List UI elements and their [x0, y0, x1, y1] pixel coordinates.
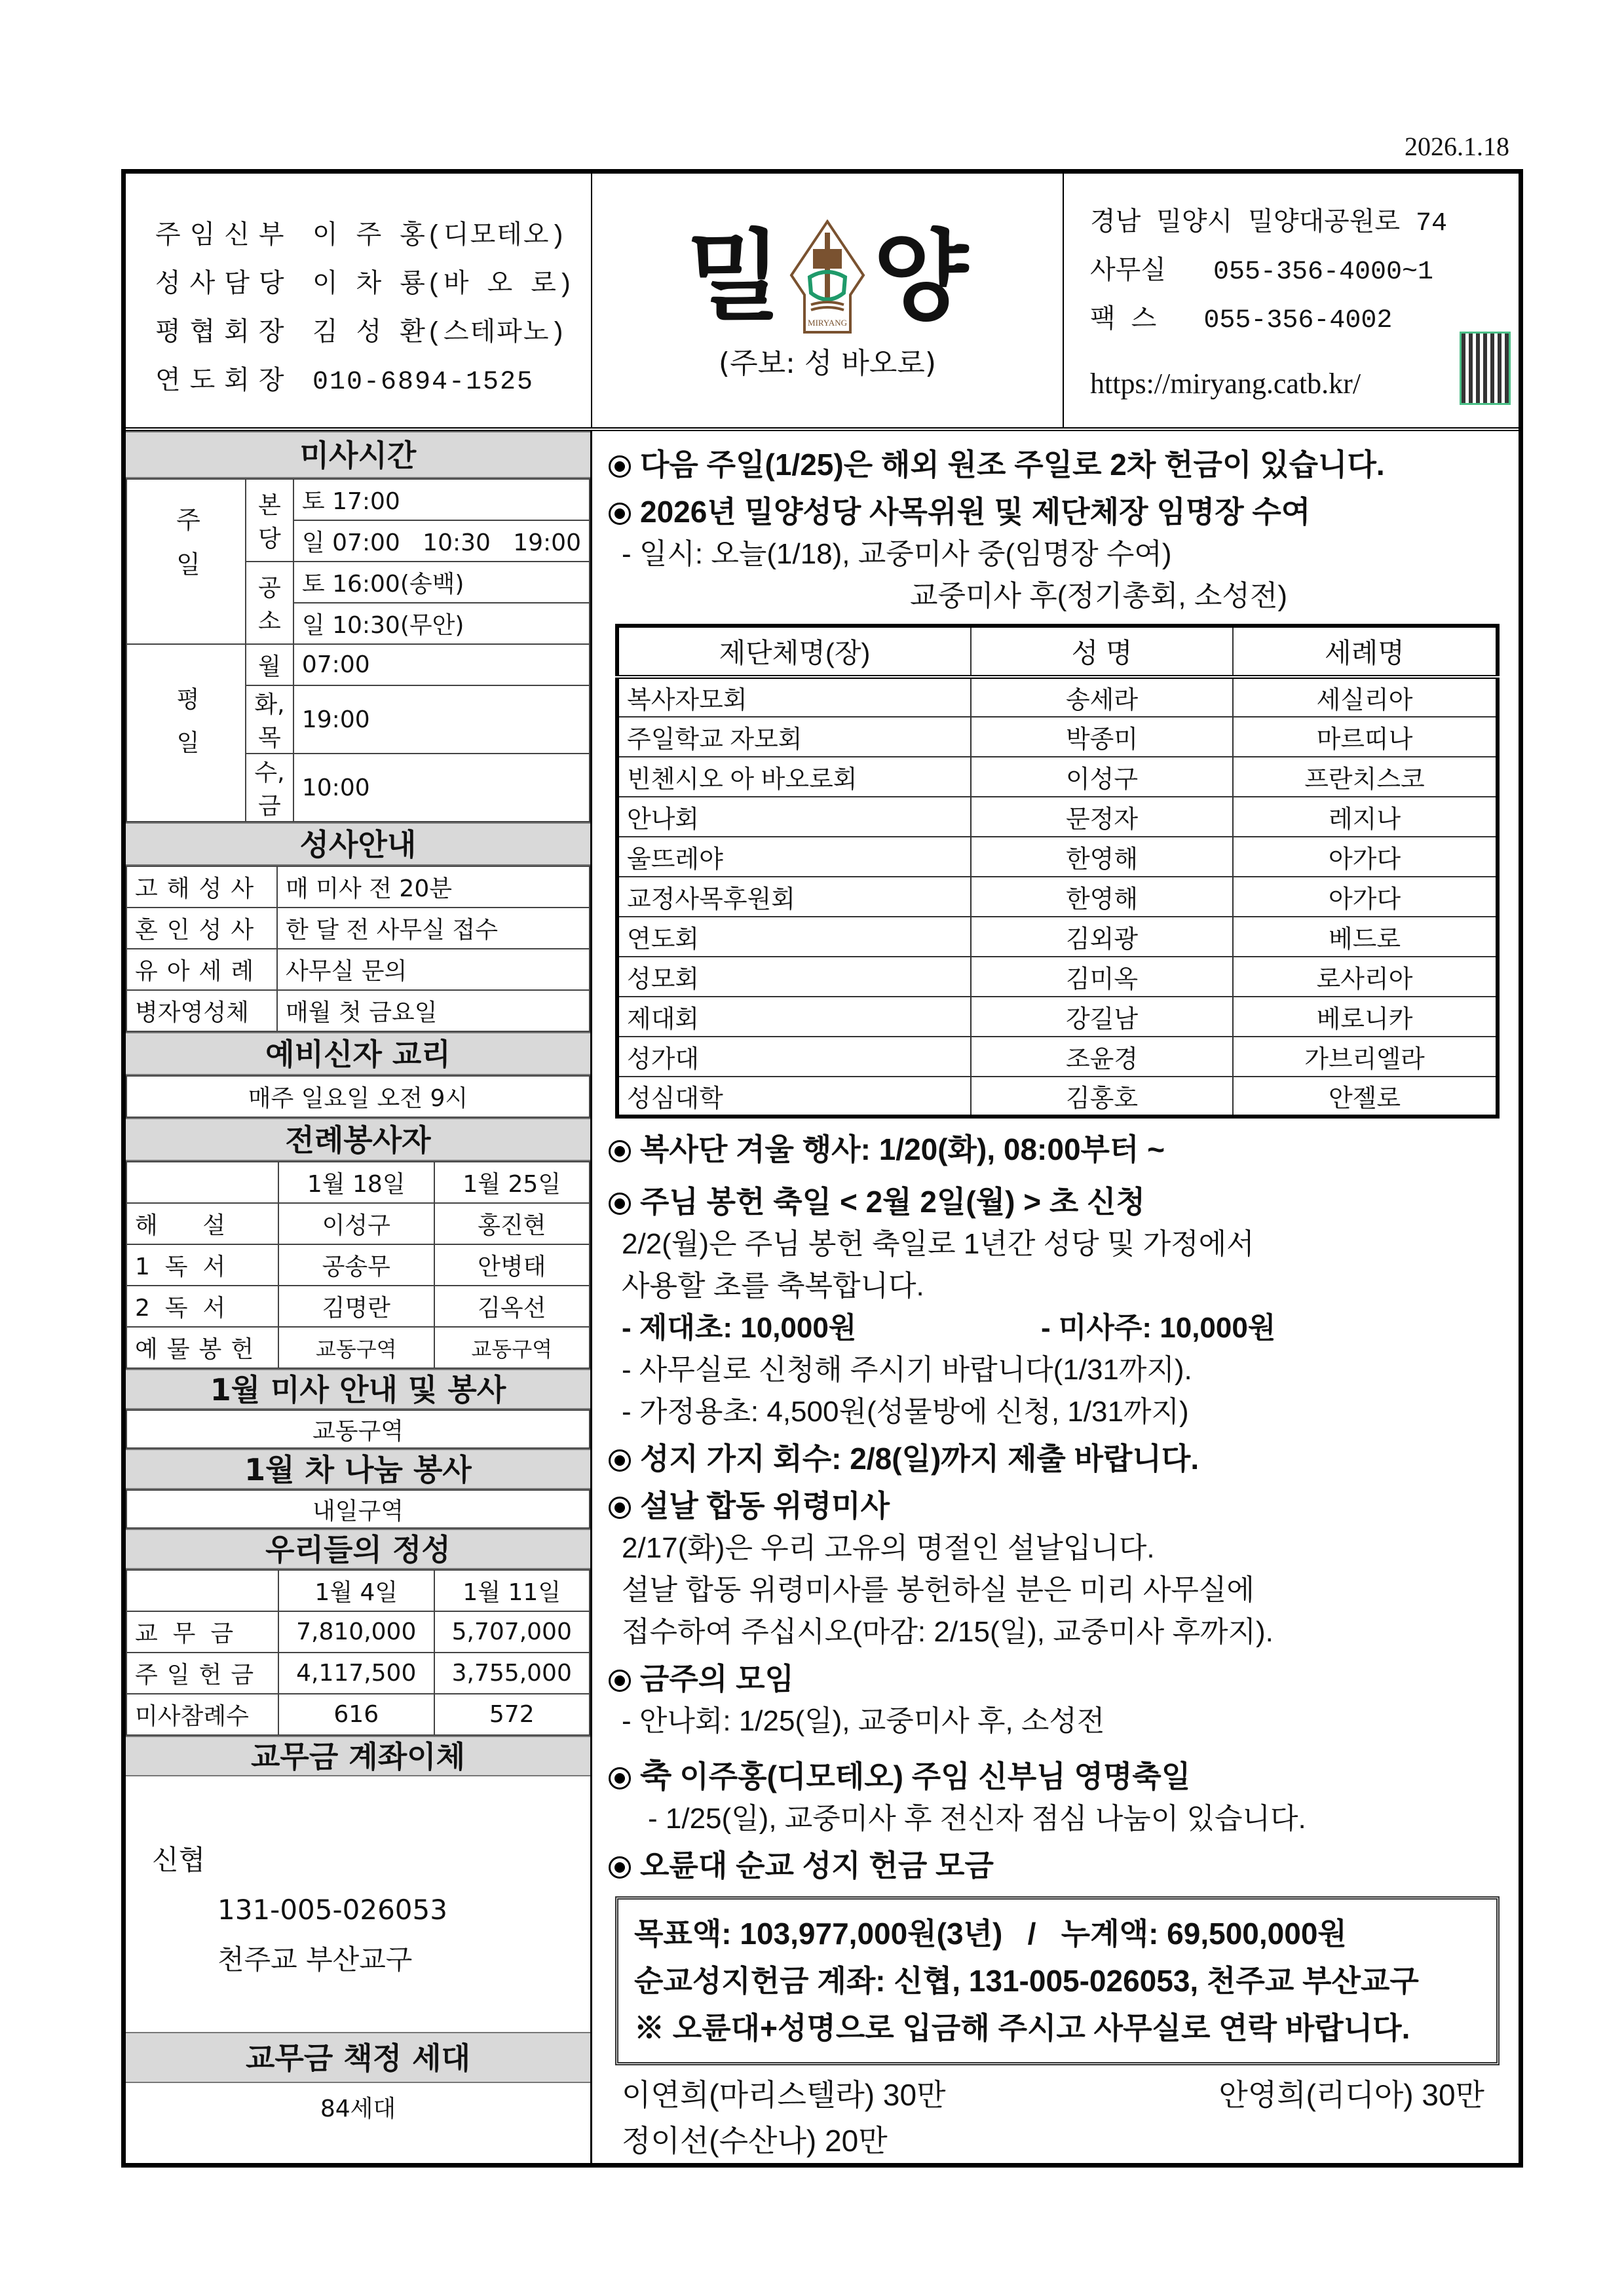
mass-time: 일 07:00 10:30 19:00 [293, 520, 590, 562]
org-name: 안나회 [617, 797, 971, 837]
offering-value: 572 [434, 1694, 590, 1735]
baptismal-name: 아가다 [1233, 837, 1498, 877]
notice-text: 다음 주일(1/25)은 해외 원조 주일로 2차 헌금이 있습니다. [640, 448, 1385, 482]
parish-title [592, 220, 1063, 334]
sacrament-label: 유아세례 [126, 949, 277, 990]
leader-name: 한영해 [971, 837, 1233, 877]
sacrament-value: 매월 첫 금요일 [277, 990, 590, 1031]
baptismal-name: 베드로 [1233, 917, 1498, 957]
role-label: 2 독 서 [126, 1286, 278, 1327]
notice-heading [609, 1128, 1504, 1171]
donor-row [609, 2072, 1504, 2118]
offering-label: 미사참례수 [126, 1694, 278, 1735]
donor-row [609, 2118, 1504, 2164]
date-header: 1월 11일 [434, 1570, 590, 1611]
org-name: 복사자모회 [617, 677, 971, 717]
notices-column [594, 431, 1519, 2163]
fund-target: 목표액: 103,977,000원(3년) / 누계액: 69,500,000원 [634, 1917, 1347, 1951]
weekday-text: 평일 [172, 687, 200, 773]
account-number: 131-005-026053 [217, 1894, 447, 1926]
baptismal-name: 가브리엘라 [1233, 1037, 1498, 1077]
staff-row [155, 310, 591, 358]
column-header: 제단체명(장) [617, 626, 971, 677]
server-name: 홍진현 [434, 1203, 590, 1244]
fundraising-box [615, 1896, 1500, 2065]
notice-detail: 사용할 초를 축복합니다. [622, 1270, 924, 1302]
role-label: 1 독 서 [126, 1244, 278, 1286]
qr-code-icon[interactable] [1460, 332, 1511, 405]
sacrament-value: 사무실 문의 [277, 949, 590, 990]
offering-value: 4,117,500 [278, 1653, 434, 1694]
section-title: 1월 미사 안내 및 봉사 [126, 1369, 590, 1409]
sacrament-value: 매 미사 전 20분 [277, 866, 590, 908]
org-name: 주일학교 자모회 [617, 717, 971, 757]
staff-name: 010-6894-1525 [312, 368, 535, 397]
leader-name: 이성구 [971, 757, 1233, 797]
weekday-label [126, 644, 246, 822]
mass-time: 토 17:00 [293, 479, 590, 520]
notice-detail: 설날 합동 위령미사를 봉헌하실 분은 미리 사무실에 [622, 1574, 1255, 1606]
sunday-label [126, 479, 246, 644]
staff-name: 이 차 룡(바 오 로) [312, 271, 575, 300]
staff-row [155, 358, 591, 407]
baptismal-name: 아가다 [1233, 877, 1498, 917]
baptismal-name: 마르띠나 [1233, 717, 1498, 757]
column-header: 성 명 [971, 626, 1233, 677]
notice-detail: 2/2(월)은 주님 봉헌 축일로 1년간 성당 및 가정에서 [622, 1228, 1255, 1260]
fund-account: 순교성지헌금 계좌: 신협, 131-005-026053, 천주교 부산교구 [634, 1964, 1419, 1998]
donor: 정이선(수산나) 20만 [622, 2124, 888, 2158]
leader-name: 김미옥 [971, 957, 1233, 997]
offering-label: 주일헌금 [126, 1653, 278, 1694]
bullet-icon [609, 455, 631, 478]
server-name: 교동구역 [434, 1327, 590, 1368]
mass-time: 토 16:00(송백) [293, 562, 590, 603]
mass-time: 10:00 [293, 754, 590, 822]
empty-cell [126, 1570, 278, 1611]
notice-detail: - 가정용초: 4,500원(성물방에 신청, 1/31까지) [622, 1396, 1189, 1428]
sacraments-table [126, 866, 590, 1032]
staff-list [126, 174, 592, 427]
svg-text:MIRYANG: MIRYANG [808, 318, 847, 328]
jan-mass-value: 교동구역 [126, 1410, 590, 1448]
bulletin-date: 2026.1.18 [1405, 132, 1509, 161]
org-name: 연도회 [617, 917, 971, 957]
offering-value: 5,707,000 [434, 1611, 590, 1653]
notice-detail: - 안나회: 1/25(일), 교중미사 후, 소성전 [622, 1705, 1105, 1737]
notice-text: 성지 가지 회수: 2/8(일)까지 제출 바랍니다. [640, 1442, 1199, 1476]
section-title: 1월 차 나눔 봉사 [126, 1449, 590, 1489]
sunday-text: 주일 [172, 507, 200, 596]
date-header: 1월 4일 [278, 1570, 434, 1611]
bullet-icon [609, 1670, 631, 1692]
weekday-day: 월 [246, 644, 293, 685]
staff-role: 주임신부 [155, 222, 293, 252]
notice-detail: 교중미사 후(정기총회, 소성전) [910, 580, 1288, 612]
bullet-icon [609, 503, 631, 525]
offering-table [126, 1569, 590, 1736]
notice-text: 금주의 모임 [640, 1662, 794, 1696]
notice-detail: 접수하여 주십시오(마감: 2/15(일), 교중미사 후까지). [622, 1616, 1274, 1648]
baptismal-name: 세실리아 [1233, 677, 1498, 717]
mass-wine-price: - 미사주: 10,000원 [1041, 1312, 1276, 1344]
altar-candle-price: - 제대초: 10,000원 [622, 1312, 857, 1344]
server-name: 공송무 [278, 1244, 434, 1286]
staff-row [155, 261, 591, 310]
notice-heading [609, 490, 1504, 533]
notice-heading [609, 1180, 1504, 1223]
notice-text: 이주홍(디모테오) 주임 신부님 영명축일 [679, 1759, 1191, 1793]
notice-heading [609, 1657, 1504, 1700]
baptismal-name: 로사리아 [1233, 957, 1498, 997]
fax-row [1090, 297, 1519, 345]
notice-heading [609, 1484, 1504, 1527]
notice-detail: - 사무실로 신청해 주시기 바랍니다(1/31까지). [622, 1354, 1192, 1386]
fax-label: 팩 스 [1090, 306, 1157, 335]
leader-name: 강길남 [971, 997, 1233, 1037]
contact-block [1064, 174, 1519, 427]
notice-heading [609, 1437, 1504, 1480]
bullet-icon [609, 1193, 631, 1215]
section-title: 미사시간 [126, 431, 590, 478]
leader-name: 송세라 [971, 677, 1233, 717]
server-name: 김명란 [278, 1286, 434, 1327]
bullet-icon [609, 1856, 631, 1879]
leader-name: 김외광 [971, 917, 1233, 957]
role-label: 예물봉헌 [126, 1327, 278, 1368]
staff-role: 평협회장 [155, 319, 293, 349]
staff-role: 성사담당 [155, 271, 293, 300]
mass-time: 19:00 [293, 685, 590, 754]
title-block [592, 174, 1064, 427]
notice-detail [609, 1307, 1504, 1349]
bullet-icon [609, 1767, 631, 1789]
server-name: 김옥선 [434, 1286, 590, 1327]
section-title: 교무금 책정 세대 [126, 2032, 590, 2083]
parish-emblem-icon [788, 220, 867, 334]
leader-name: 한영해 [971, 877, 1233, 917]
notice-text: 주님 봉헌 축일 < 2월 2일(월) > 초 신청 [640, 1185, 1146, 1219]
mass-time: 일 10:30(무안) [293, 603, 590, 644]
notice-detail: 2/17(화)은 우리 고유의 명절인 설날입니다. [622, 1532, 1155, 1564]
notice-text: 복사단 겨울 행사: 1/20(화), 08:00부터 ~ [640, 1132, 1165, 1166]
offering-value: 616 [278, 1694, 434, 1735]
main-church-label: 본당 [246, 479, 293, 562]
bank-name: 신협 [152, 1844, 206, 1876]
column-header: 세례명 [1233, 626, 1498, 677]
office-phone: 055-356-4000~1 [1213, 258, 1433, 287]
patron-saint: (주보: 성 바오로) [718, 347, 937, 380]
date-header: 1월 25일 [434, 1162, 590, 1203]
section-title: 우리들의 정성 [126, 1529, 590, 1569]
offering-value: 3,755,000 [434, 1653, 590, 1694]
title-char: 양 [873, 220, 968, 334]
server-name: 이성구 [278, 1203, 434, 1244]
notice-text: 설날 합동 위령미사 [640, 1489, 890, 1523]
office-label: 사무실 [1090, 258, 1166, 287]
org-name: 성심대학 [617, 1077, 971, 1117]
org-name: 제대회 [617, 997, 971, 1037]
weekday-day: 수,금 [246, 754, 293, 822]
mission-label: 공소 [246, 562, 293, 644]
jan-tea-value: 내일구역 [126, 1490, 590, 1528]
notice-text: 오륜대 순교 성지 헌금 모금 [640, 1848, 994, 1883]
fund-instruction: ※ 오륜대+성명으로 입금해 주시고 사무실로 연락 바랍니다. [634, 2011, 1410, 2045]
staff-name: 이 주 홍(디모테오) [312, 222, 567, 252]
baptismal-name: 프란치스코 [1233, 757, 1498, 797]
bullet-icon [609, 1497, 631, 1519]
date-header: 1월 18일 [278, 1162, 434, 1203]
office-phone-row [1090, 248, 1519, 297]
section-title: 교무금 계좌이체 [126, 1736, 590, 1776]
notice-heading [609, 1844, 1504, 1887]
role-label: 해 설 [126, 1203, 278, 1244]
staff-name: 김 성 환(스테파노) [312, 319, 567, 349]
org-name: 성가대 [617, 1037, 971, 1077]
section-title: 예비신자 교리 [126, 1032, 590, 1075]
org-name: 성모회 [617, 957, 971, 997]
account-holder: 천주교 부산교구 [217, 1943, 413, 1976]
baptismal-name: 안젤로 [1233, 1077, 1498, 1117]
header [126, 174, 1519, 431]
baptismal-name: 베로니카 [1233, 997, 1498, 1037]
org-name: 빈첸시오 아 바오로회 [617, 757, 971, 797]
section-title: 전례봉사자 [126, 1118, 590, 1161]
leader-name: 문정자 [971, 797, 1233, 837]
bulletin-frame [121, 169, 1523, 2168]
weekday-day: 화,목 [246, 685, 293, 754]
notice-heading [609, 1754, 1504, 1798]
org-leaders-table [615, 624, 1500, 1119]
staff-role: 연도회장 [155, 368, 293, 397]
section-title: 성사안내 [126, 822, 590, 866]
fax-number: 055-356-4002 [1203, 306, 1393, 335]
transfer-account [126, 1776, 590, 2032]
leader-name: 김홍호 [971, 1077, 1233, 1117]
baptismal-name: 레지나 [1233, 797, 1498, 837]
org-name: 울뜨레야 [617, 837, 971, 877]
empty-cell [126, 1162, 278, 1203]
liturgy-table [126, 1161, 590, 1369]
sacrament-label: 혼인성사 [126, 908, 277, 949]
left-column [126, 431, 592, 2163]
title-char: 밀 [687, 220, 782, 334]
celebration-laurel-icon: 축 [640, 1757, 672, 1794]
website-link[interactable]: https://miryang.catb.kr/ [1090, 368, 1361, 400]
households-value: 84세대 [320, 2095, 396, 2122]
sacrament-label: 병자영성체 [126, 990, 277, 1031]
sacrament-value: 한 달 전 사무실 접수 [277, 908, 590, 949]
bullet-icon [609, 1140, 631, 1162]
catechumen-schedule: 매주 일요일 오전 9시 [126, 1076, 590, 1117]
sacrament-label: 고해성사 [126, 866, 277, 908]
notice-heading [609, 443, 1504, 486]
address: 경남 밀양시 밀양대공원로 74 [1090, 209, 1448, 239]
mass-times-table [126, 478, 590, 822]
offering-value: 7,810,000 [278, 1611, 434, 1653]
org-name: 교정사목후원회 [617, 877, 971, 917]
donor: 이연희(마리스텔라) 30만 [622, 2078, 946, 2112]
offering-label: 교 무 금 [126, 1611, 278, 1653]
notice-text: 2026년 밀양성당 사목위원 및 제단체장 임명장 수여 [640, 495, 1311, 529]
notice-detail: - 1/25(일), 교중미사 후 전신자 점심 나눔이 있습니다. [648, 1803, 1306, 1835]
donor: 안영희(리디아) 30만 [1218, 2078, 1484, 2112]
bullet-icon [609, 1449, 631, 1472]
leader-name: 조윤경 [971, 1037, 1233, 1077]
staff-row [155, 213, 591, 261]
server-name: 안병태 [434, 1244, 590, 1286]
mass-time: 07:00 [293, 644, 590, 685]
notice-detail: - 일시: 오늘(1/18), 교중미사 중(임명장 수여) [622, 538, 1172, 570]
leader-name: 박종미 [971, 717, 1233, 757]
server-name: 교동구역 [278, 1327, 434, 1368]
